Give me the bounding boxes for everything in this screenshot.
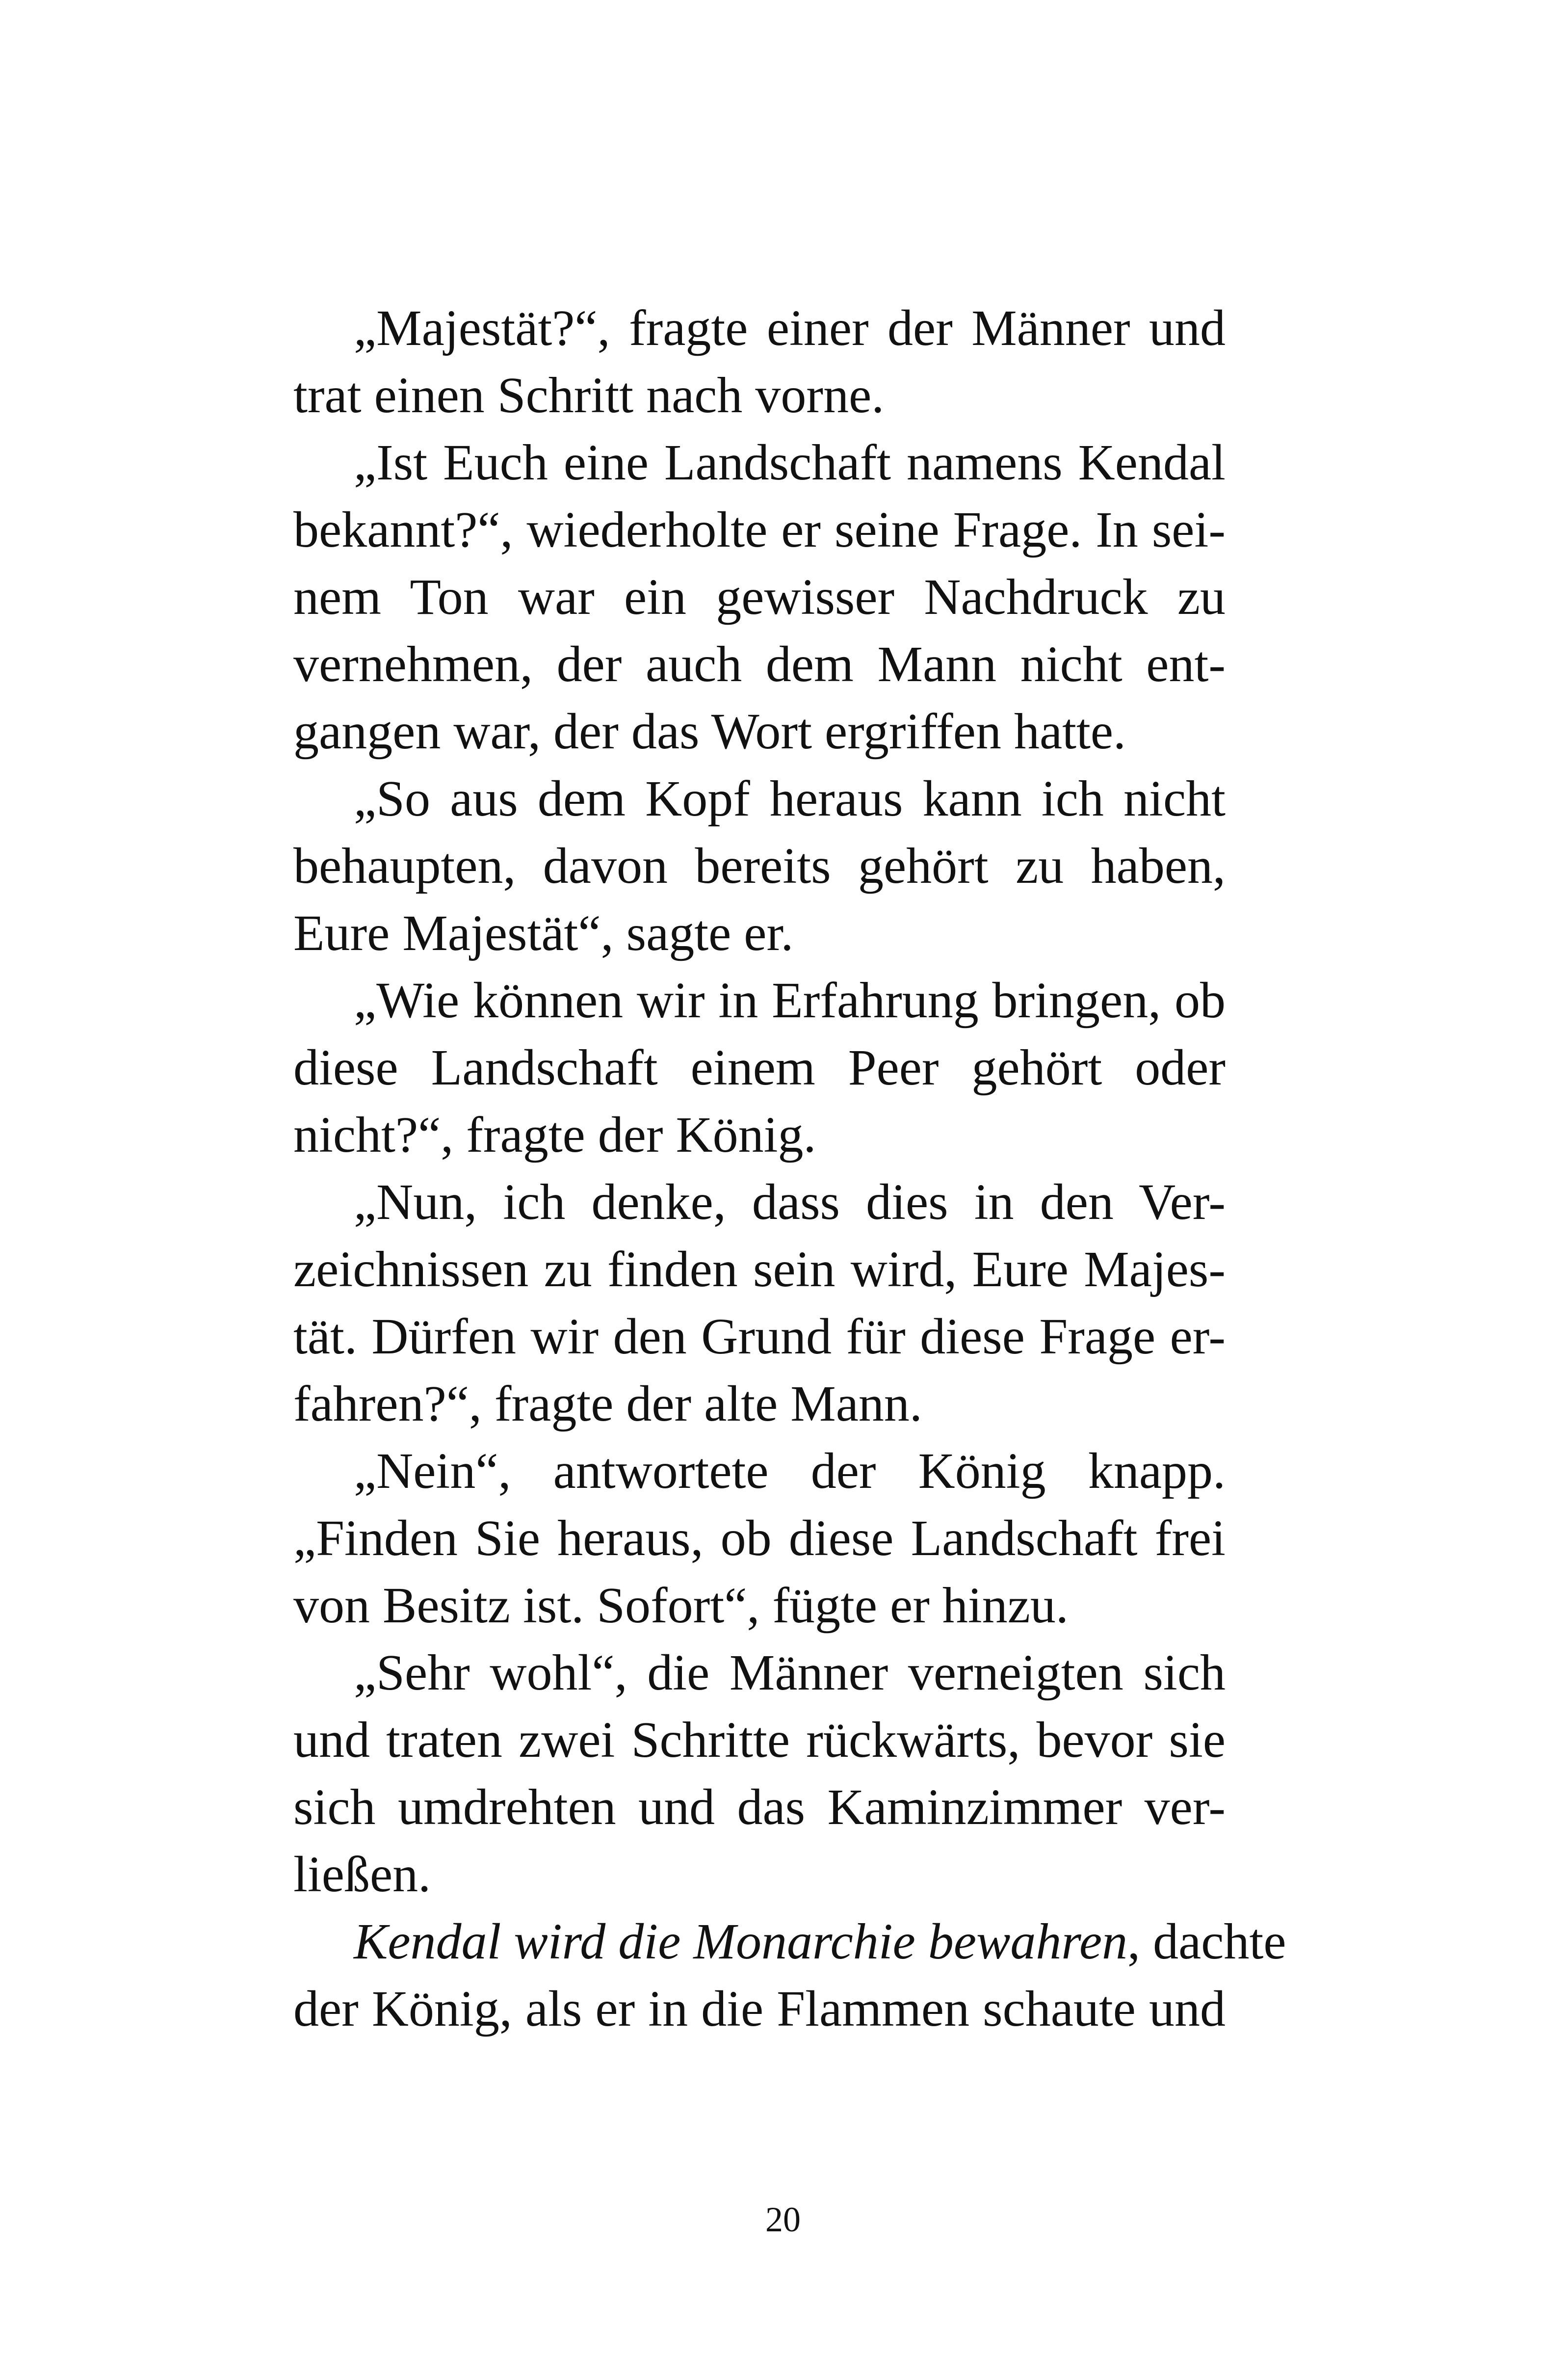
text-line: fahren?“, fragte der alte Mann. [293, 1375, 922, 1432]
text-fragment: , dachte [1127, 1913, 1286, 1970]
text-line: sich umdrehten und das Kaminzimmer ver- [293, 1779, 1226, 1835]
text-line: ließen. [293, 1846, 431, 1903]
text-line [293, 1908, 1286, 1975]
page-number: 20 [765, 2200, 801, 2239]
text-line: von Besitz ist. Sofort“, fügte er hinzu. [293, 1577, 1069, 1634]
text-line: „So aus dem Kopf heraus kann ich nicht [354, 770, 1226, 827]
text-line: „Nun, ich denke, dass dies in den Ver- [354, 1174, 1226, 1230]
italic-text: Kendal wird die Monarchie bewahren [354, 1913, 1128, 1970]
text-line: gangen war, der das Wort ergriffen hatte. [293, 703, 1126, 760]
body-text [293, 294, 1286, 2042]
text-line: nicht?“, fragte der König. [293, 1107, 816, 1163]
text-line: behaupten, davon bereits gehört zu haben, [293, 838, 1226, 894]
text-line: Eure Majestät“, sagte er. [293, 905, 794, 961]
text-line: zeichnissen zu finden sein wird, Eure Majes- [293, 1241, 1226, 1297]
text-line: „Majestät?“, fragte einer der Männer und [354, 300, 1226, 356]
text-line: bekannt?“, wiederholte er seine Frage. In sei- [293, 502, 1226, 558]
text-line: und traten zwei Schritte rückwärts, bevor sie [293, 1712, 1226, 1768]
text-line: tät. Dürfen wir den Grund für diese Frage er- [293, 1308, 1226, 1365]
text-line: diese Landschaft einem Peer gehört oder [293, 1039, 1226, 1096]
text-line: der König, als er in die Flammen schaute und [293, 1981, 1226, 2037]
text-line: nem Ton war ein gewisser Nachdruck zu [293, 569, 1226, 625]
text-line: vernehmen, der auch dem Mann nicht ent- [293, 636, 1226, 692]
text-line: „Wie können wir in Erfahrung bringen, ob [354, 972, 1226, 1029]
text-line: „Nein“, antwortete der König knapp. [354, 1443, 1226, 1499]
text-line: „Ist Euch eine Landschaft namens Kendal [354, 434, 1226, 491]
text-line: „Sehr wohl“, die Männer verneigten sich [354, 1644, 1226, 1701]
text-line: „Finden Sie heraus, ob diese Landschaft frei [293, 1510, 1226, 1566]
text-line: trat einen Schritt nach vorne. [293, 367, 885, 423]
